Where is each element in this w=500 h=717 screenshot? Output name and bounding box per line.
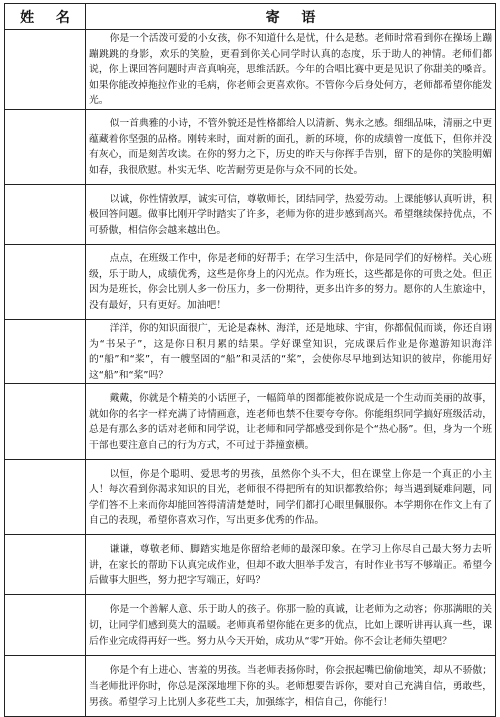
comment-text: 似一首典雅的小诗，不管外貌还是性格都给人以清新、隽永之感。细细品味，清丽之中更蕴藏着你坚强的品格。刚转来时，面对新的面孔，新的环境，你的成绩曾一度低下，但你并没有灰心，而是刻苦攻读。在你的努力之下，历史的昨天与你挥手告别，留下的是你的笑脸明媚如春，我很欣慰。朴实无华、吃苦耐劳更是你与众不同的长处。 — [89, 118, 492, 177]
student-name-cell — [5, 460, 86, 535]
comment-column-header — [86, 4, 496, 30]
comment-cell — [86, 319, 496, 383]
table-row — [5, 319, 496, 383]
student-name-cell — [5, 595, 86, 656]
student-name-cell — [5, 30, 86, 110]
comment-cell — [86, 656, 496, 717]
student-name-cell — [5, 109, 86, 184]
comment-text: 谦谦，尊敬老师、脚踏实地是你留给老师的最深印象。在学习上你尽自己最大努力去听讲，在家长的帮助下认真完成作业，但却不敢大胆举手发言，有时作业书写不够端正。希望今后做事大胆些，努力把字写端正，好吗？ — [89, 543, 492, 587]
comment-text: 以恒，你是个聪明、爱思考的男孩，虽然你个头不大，但在课堂上你是一个真正的小主人！每次看到你渴求知识的目光，老师很不得把所有的知识都教给你；每当遇到疑难问题，同学们答不上来而你却能回答得清清楚楚时，同学们都打心眼里佩服你。本学期你在作文上有了自己的表现，希望你喜欢习作，写出更多优秀的作品。 — [89, 468, 492, 527]
table-row — [5, 184, 496, 244]
comment-cell — [86, 109, 496, 184]
comment-text: 以诚，你性情敦厚，诚实可信，尊敬师长，团结同学，热爱劳动。上课能够认真听讲，积极回答问题。做事比刚开学时踏实了许多，老师为你的进步感到高兴。希望继续保持优点，不可骄傲，相信你会越来越出色。 — [89, 193, 492, 236]
comment-text: 你是一个活泼可爱的小女孩，你不知道什么是忧，什么是愁。老师时常看到你在操场上蹦蹦跳跳的身影，欢乐的笑脸，更看到你关心同学时认真的态度，乐于助人的神情。老师们都说，你上课回答问题时声音真响亮，思维活跃。今年的合唱比赛中更是见识了你甜美的嗓音。如果你能改掉拖拉作业的毛病，你老师会更喜欢你。不管你今后身处何方，老师都希望你能发光。 — [89, 33, 492, 107]
name-column-header-label: 姓 名 — [20, 9, 70, 26]
table-row — [5, 656, 496, 717]
comment-cell — [86, 184, 496, 244]
comments-table — [4, 3, 496, 717]
table-row — [5, 30, 496, 110]
comment-cell — [86, 244, 496, 319]
student-name-cell — [5, 244, 86, 319]
name-column-header — [5, 4, 86, 30]
table-row — [5, 460, 496, 535]
comment-text: 你是一个善解人意、乐于助人的孩子。你那一脸的真诚，让老师为之动容；你那满眼的关切，让同学们感到莫大的温暖。老师真希望你能在更多的优点，比如上课听讲再认真一些，课后作业完成得再好一些。努力从今天开始，成功从“零”开始。你不会让老师失望吧？ — [89, 604, 492, 647]
comment-cell — [86, 595, 496, 656]
comment-sheet — [4, 3, 496, 708]
table-row — [5, 595, 496, 656]
comment-text: 洋洋，你的知识面很广，无论是森林、海洋，还是地球、宇宙，你都侃侃而谈，你还自诩为“书呆子”，这是你日积月累的结果。学好课堂知识，完成课后作业是你遨游知识海洋的“船”和“桨”，有一艘坚固的“船”和灵活的“桨”，会使你尽早地到达知识的彼岸，你能用好这“船”和“桨”吗？ — [89, 322, 492, 381]
comment-cell — [86, 535, 496, 595]
header-row — [5, 4, 496, 30]
table-row — [5, 244, 496, 319]
student-name-cell — [5, 319, 86, 383]
comment-column-header-label: 寄 语 — [265, 9, 316, 26]
comment-text: 点点，在班级工作中，你是老师的好帮手；在学习生活中，你是同学们的好榜样。关心班级，乐于助人，成绩优秀，这些是你身上的闪光点。作为班长，这些都是你的可贵之处。但正因为是班长，你会比别人多一份压力，多一份期待，更多出许多的努力。愿你的人生旅途中，没有最好，只有更好。加油吧！ — [89, 253, 492, 312]
table-row — [5, 109, 496, 184]
student-name-cell — [5, 184, 86, 244]
student-name-cell — [5, 535, 86, 595]
student-name-cell — [5, 656, 86, 717]
comment-text: 你是个有上进心、害羞的男孩。当老师表扬你时，你会抿起嘴巴偷偷地笑，却从不骄傲；当老师批评你时，你总是深深地埋下你的头。老师想要告诉你，要对自己充满自信，勇敢些，男孩。希望学习上比别人多花些工夫，加强练字，相信自己，你能行！ — [89, 665, 492, 708]
comment-cell — [86, 460, 496, 535]
comment-cell — [86, 384, 496, 460]
comment-text: 戴戴，你就是个精美的小话匣子，一幅简单的图都能被你说成是一个生动而美丽的故事，就如你的名字一样充满了诗情画意，连老师也禁不住要夸夸你。你能组织同学搞好班级活动，总是有那么多的话对老师和同学说，让老师和同学都感受到你是个“热心肠”。但，身为一个班干部也要注意自己的行为方式，不可过于莽撞蛮横。 — [89, 393, 492, 451]
table-row — [5, 384, 496, 460]
comment-cell — [86, 30, 496, 110]
table-row — [5, 535, 496, 595]
student-name-cell — [5, 384, 86, 460]
